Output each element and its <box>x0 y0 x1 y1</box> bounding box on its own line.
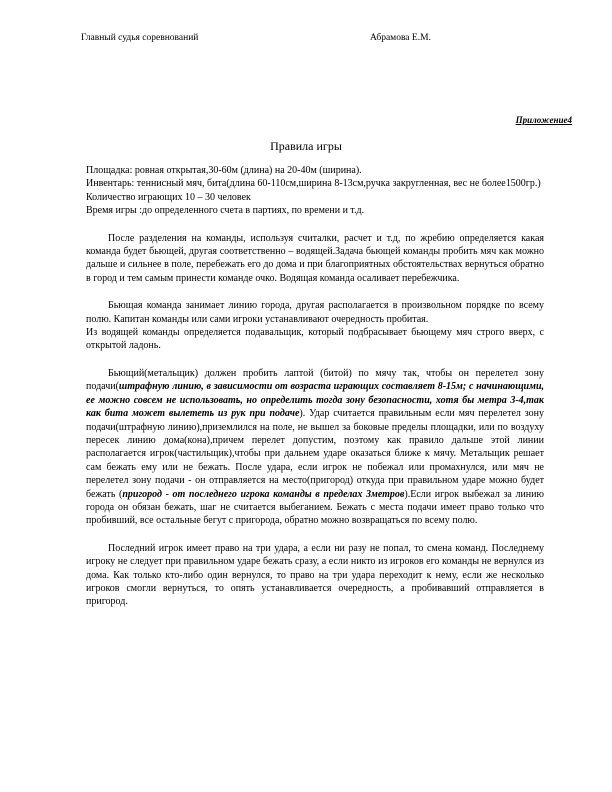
page-title: Правила игры <box>270 139 342 153</box>
judge-role-text: Главный судья соревнований <box>81 33 199 43</box>
paragraph-hitter-rules <box>86 367 544 528</box>
paragraph-last-player: Последний игрок имеет право на три удара, а если ни разу не попал, то смена команд. Последнему игроку не следует при правильном ударе бежать сразу, а если никто из игроков его команды не вернулся из дома. Как только кто-либо один вернулся, то право на три удара переходит к нему, если же несколько игроков смогли вернуться, то опять устанавливается очередность, а пробивавший отправляется в пригород. <box>86 542 544 608</box>
info-line-equipment: Инвентарь: теннисный мяч, бита(длина 60-110см,ширина 8-13см,ручка закругленная, вес не более1500гр.) <box>86 178 541 190</box>
info-line-time: Время игры :до определенного счета в партиях, по времени и т.д. <box>86 205 365 217</box>
suburb-definition-note: пригород - от последнего игрока команды в пределах 3метров <box>122 488 405 500</box>
info-line-players: Количество играющих 10 – 30 человек <box>86 191 251 203</box>
document-body <box>86 164 544 609</box>
info-line-field: Площадка: ровная открытая,30-60м (длина) на 20-40м (ширина). <box>86 165 362 176</box>
game-info-block <box>86 164 544 218</box>
paragraph-batting-team: Бьющая команда занимает линию города, другая располагается в произвольном порядке по всему полю. Капитан команды или сами игроки устанавливают очередность пробитая. <box>86 300 544 325</box>
hitter-rules-text-a: Бьющий(метальщик) должен пробить лаптой (битой) по мячу так, чтобы он перелетел зону подачи( <box>86 367 544 393</box>
appendix-label: Приложение4 <box>515 115 572 125</box>
hitter-rules-text-e: ).Если игрок выбежал за линию города он обязан бежать, шаг не считается выбеганием. Бежать с места подачи имеет право только что пробивший, все остальные бегут с пригорода, обратно можно возвращаться по всему полю. <box>86 488 544 527</box>
judge-name-text: Абрамова Е.М. <box>370 33 431 43</box>
penalty-line-note: штрафную линию, в зависимости от возраста играющих составляет 8-15м; с начинающими, ее можно совсем не использовать, но определить тогда зону безопасности, хотя бы метра 3-4,так как бита может вылететь из рук при подаче <box>86 381 544 420</box>
paragraph-server: Из водящей команды определяется подавальщик, который подбрасывает бьющему мяч строго вверх, с открытой ладонь. <box>86 327 544 352</box>
hitter-rules-text-c: ). Удар считается правильным если мяч перелетел зону подачи(штрафную линию),приземлился на поле, не вышел за боковые пределы площадки, или по воздуху пересек линию дома(кона),причем перелет допустим, поэтому как правило дальше этой линии располагается игрок(частильщик),чтобы при дальнем ударе оказаться ближе к мячу. Метальщик решает сам бежать ему или не бежать. После удара, если игрок не побежал или промахнулся, или мяч не перелетел зону подачи - он отправляется на место(пригород) откуда при правильном ударе можно будет бежать ( <box>86 408 544 500</box>
paragraph-teams: После разделения на команды, используя считалки, расчет и т.д, по жребию определяется какая команда будет бьющей, другая соответственно – водящей.Задача бьющей команды пробить мяч как можно дальше и сильнее в поле, перебежать его до дома и при благоприятных обстоятельствах вернуться обратно в город и тем самым принести команде очко. Водящая команда осаливает перебежчика. <box>86 232 544 284</box>
